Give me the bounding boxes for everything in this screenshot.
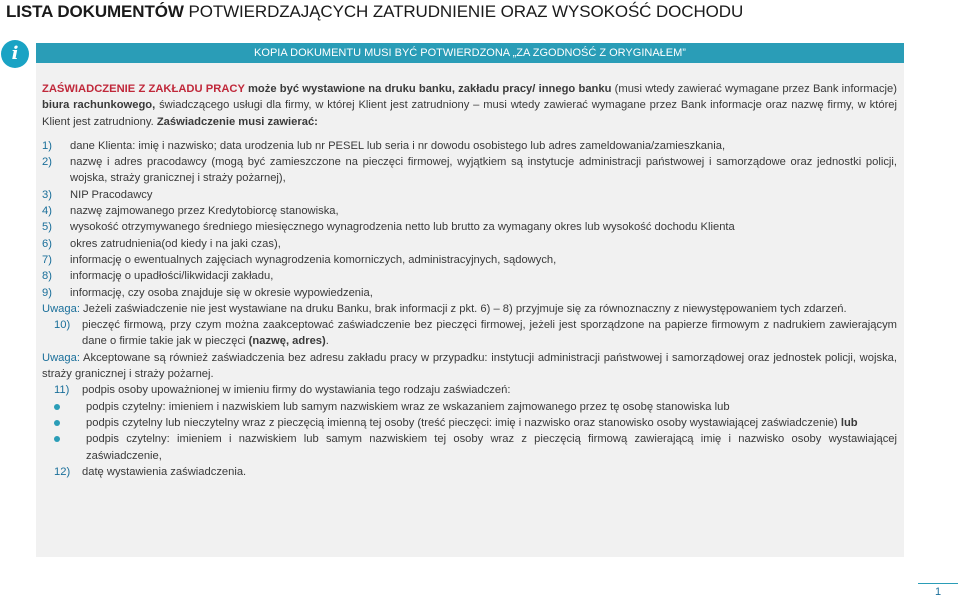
list-item: [42, 203, 897, 219]
note-text: Akceptowane są również zaświadczenia bez adresu zakładu pracy w przypadku: instytucji administracji państwowej i samorządowej oraz jednostek policji, wojska, straży granicznej i straży pożarnej.: [42, 351, 897, 381]
list-item-text: informację o upadłości/likwidacji zakładu,: [70, 270, 274, 283]
intro-text-1: (musi wtedy zawierać wymagane przez Bank informacje): [611, 83, 897, 95]
intro-bold-2: biura rachunkowego,: [42, 99, 156, 112]
list-item-number: 7): [42, 253, 52, 266]
list-item: [42, 317, 897, 350]
note-paragraph-2: [42, 350, 897, 383]
notice-banner: KOPIA DOKUMENTU MUSI BYĆ POTWIERDZONA „ZA ZGODNOŚĆ Z ORYGINAŁEM”: [36, 43, 904, 63]
list-item-text: informację, czy osoba znajduje się w okresie wypowiedzenia,: [70, 286, 373, 299]
bullet-item: [42, 431, 897, 464]
bullet-item: [42, 399, 897, 415]
list-item-number: 1): [42, 139, 52, 152]
item10-text: pieczęć firmową, przy czym można zaakceptować zaświadczenie bez pieczęci firmowej, jeżeli jest sporządzone na papierze firmowym z nadrukiem zawierającym dane o firmie takie jak w pieczęci: [82, 319, 897, 348]
intro-bold-1: może być wystawione na druku banku, zakładu pracy/ innego banku: [244, 83, 612, 95]
note-label: Uwaga:: [42, 302, 80, 315]
list-item: [42, 187, 897, 203]
bullet-item: [42, 415, 897, 431]
content-body: [42, 81, 897, 480]
list-item-text: okres zatrudnienia(od kiedy i na jaki czas),: [70, 237, 281, 250]
list-item: [42, 236, 897, 252]
list-item: [42, 252, 897, 268]
bullet-text: [86, 399, 897, 415]
bullet-text: [86, 431, 897, 464]
bullet-text-bold: lub: [840, 416, 858, 429]
content-panel: [36, 63, 904, 557]
list-item-number: 6): [42, 237, 52, 250]
list-item-text: nazwę zajmowanego przez Kredytobiorcę stanowiska,: [70, 205, 339, 218]
list-item: [42, 285, 897, 301]
list-item-number: 12): [54, 465, 71, 478]
list-item-text: nazwę i adres pracodawcy (mogą być zamieszczone na pieczęci firmowej, wyjątkiem są instytucje administracji państwowej i samorządowe oraz jednostki policji, wojska, straży granicznej i straży pożarnej),: [70, 156, 897, 185]
list-item-number: 9): [42, 286, 52, 299]
page-title: [6, 2, 743, 22]
intro-bold-3: Zaświadczenie musi zawierać:: [156, 115, 318, 128]
bullet-text: [86, 415, 897, 431]
note-text: Jeżeli zaświadczenie nie jest wystawiane na druku Banku, brak informacji z pkt. 6) – 8) przyjmuje się za równoznaczny z niewystępowaniem tych zdarzeń.: [79, 302, 847, 315]
list-item-text: [82, 317, 897, 350]
page-number: 1: [934, 586, 942, 598]
list-item-number: 4): [42, 205, 52, 218]
list-item: [42, 464, 897, 480]
info-icon: i: [1, 40, 29, 68]
list-item-text: podpis osoby upoważnionej w imieniu firmy do wystawiania tego rodzaju zaświadczeń:: [82, 384, 511, 397]
list-item-text: wysokość otrzymywanego średniego miesięcznego wynagrodzenia netto lub brutto za wymagany okres lub wysokość dochodu Klienta: [70, 221, 735, 234]
item10-end: .: [325, 335, 329, 348]
list-item-text: datę wystawienia zaświadczenia.: [82, 465, 247, 478]
list-item: [42, 382, 897, 398]
list-item: [42, 219, 897, 235]
page-number-rule: [918, 583, 958, 584]
list-item-text: informację o ewentualnych zajęciach wynagrodzenia komorniczych, administracyjnych, sądowych,: [70, 253, 557, 266]
list-item: [42, 268, 897, 284]
note-paragraph-1: [42, 301, 897, 317]
list-item-number: 8): [42, 270, 52, 283]
intro-text-2: świadczącego usługi dla firmy, w której Klient jest zatrudniony – musi wtedy zawierać wymagane przez Bank informacje oraz nazwę firmy, w której Klient jest zatrudniony.: [42, 99, 897, 128]
note-label: Uwaga:: [42, 351, 80, 364]
bullet-text-main: podpis czytelny: imieniem i nazwiskiem lub samym nazwiskiem tej osoby wraz z pieczęcią firmową zawierającą imię i nazwisko osoby wystawiającej zaświadczenie,: [86, 433, 897, 462]
bullet-text-main: podpis czytelny: imieniem i nazwiskiem lub samym nazwiskiem wraz ze wskazaniem zajmowanego przez tę osobę stanowiska lub: [86, 400, 730, 413]
intro-paragraph: [42, 81, 897, 130]
list-item-text: dane Klienta: imię i nazwisko; data urodzenia lub nr PESEL lub seria i nr dowodu osobistego lub adres zameldowania/zamieszkania,: [70, 139, 726, 152]
intro-heading: ZAŚWIADCZENIE Z ZAKŁADU PRACY: [42, 83, 245, 95]
list-item-number: 2): [42, 156, 52, 169]
list-item-number: 11): [54, 384, 70, 397]
list-item: [42, 138, 897, 154]
list-item-number: 10): [54, 319, 71, 332]
list-item: [42, 154, 897, 187]
list-item-number: 5): [42, 221, 52, 234]
list-item-number: 3): [42, 188, 52, 201]
item10-bold: (nazwę, adres): [248, 335, 326, 348]
bullet-text-main: podpis czytelny lub nieczytelny wraz z pieczęcią imienną tej osoby (treść pieczęci: imię i nazwisko oraz stanowisko osoby wystawiającej zaświadczenie): [86, 416, 841, 429]
page-title-rest: POTWIERDZAJĄCYCH ZATRUDNIENIE ORAZ WYSOKOŚĆ DOCHODU: [183, 2, 744, 21]
page-title-bold: LISTA DOKUMENTÓW: [6, 2, 184, 21]
list-item-text: NIP Pracodawcy: [70, 188, 153, 201]
